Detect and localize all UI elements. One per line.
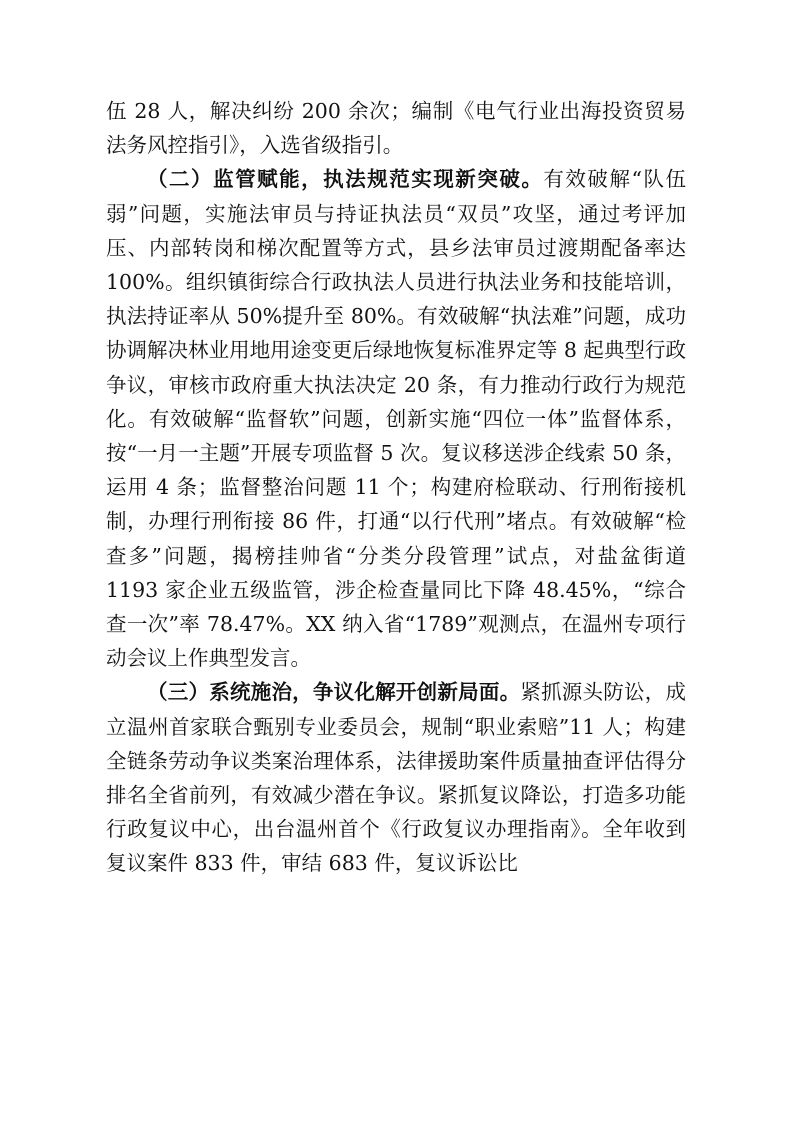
section-three-heading: （三）系统施治，争议化解开创新局面。 [147,680,521,705]
section-two-body: 有效破解“队伍弱”问题，实施法审员与持证执法员“双员”攻坚，通过考评加压、内部转岗和梯次配置等方式，县乡法审员过渡期配备率达 100%。组织镇街综合行政执法人员进行执法业务和技能培训，执法持证率从 50%提升至 80%。有效破解“执法难”问题，成功协调解决林业用地用途变更后绿地恢复标准界定等 8 起典型行政争议，审核市政府重大执法决定 20 条，有力推动行政行为规范化。有效破解“监督软”问题，创新实施“四位一体”监督体系，按“一月一主题”开展专项监督 5 次。复议移送涉企线索 50 条，运用 4 条；监督整治问题 11 个；构建府检联动、行刑衔接机制，办理行刑衔接 86 件，打通“以行代刑”堵点。有效破解“检查多”问题，揭榜挂帅省“分类分段管理”试点，对盐盆街道 1193 家企业五级监管，涉企检查量同比下降 48.45%，“综合查一次”率 78.47%。XX 纳入省“1789”观测点，在温州专项行动会议上作典型发言。 [106,167,686,671]
document-body [106,94,686,881]
paragraph-1-body: 伍 28 人，解决纠纷 200 余次；编制《电气行业出海投资贸易法务风控指引》，入选省级指引。 [106,99,686,158]
paragraph-section-three [106,675,686,880]
paragraph-continuation [106,94,686,162]
section-three-body: 紧抓源头防讼，成立温州首家联合甄别专业委员会，规制“职业索赔”11 人；构建全链条劳动争议类案治理体系，法律援助案件质量抽查评估得分排名全省前列，有效减少潜在争议。紧抓复议降讼，打造多功能行政复议中心，出台温州首个《行政复议办理指南》。全年收到复议案件 833 件，审结 683 件，复议诉讼比 [106,680,687,876]
paragraph-section-two [106,162,686,675]
section-two-heading: （二）监管赋能，执法规范实现新突破。 [147,167,544,192]
